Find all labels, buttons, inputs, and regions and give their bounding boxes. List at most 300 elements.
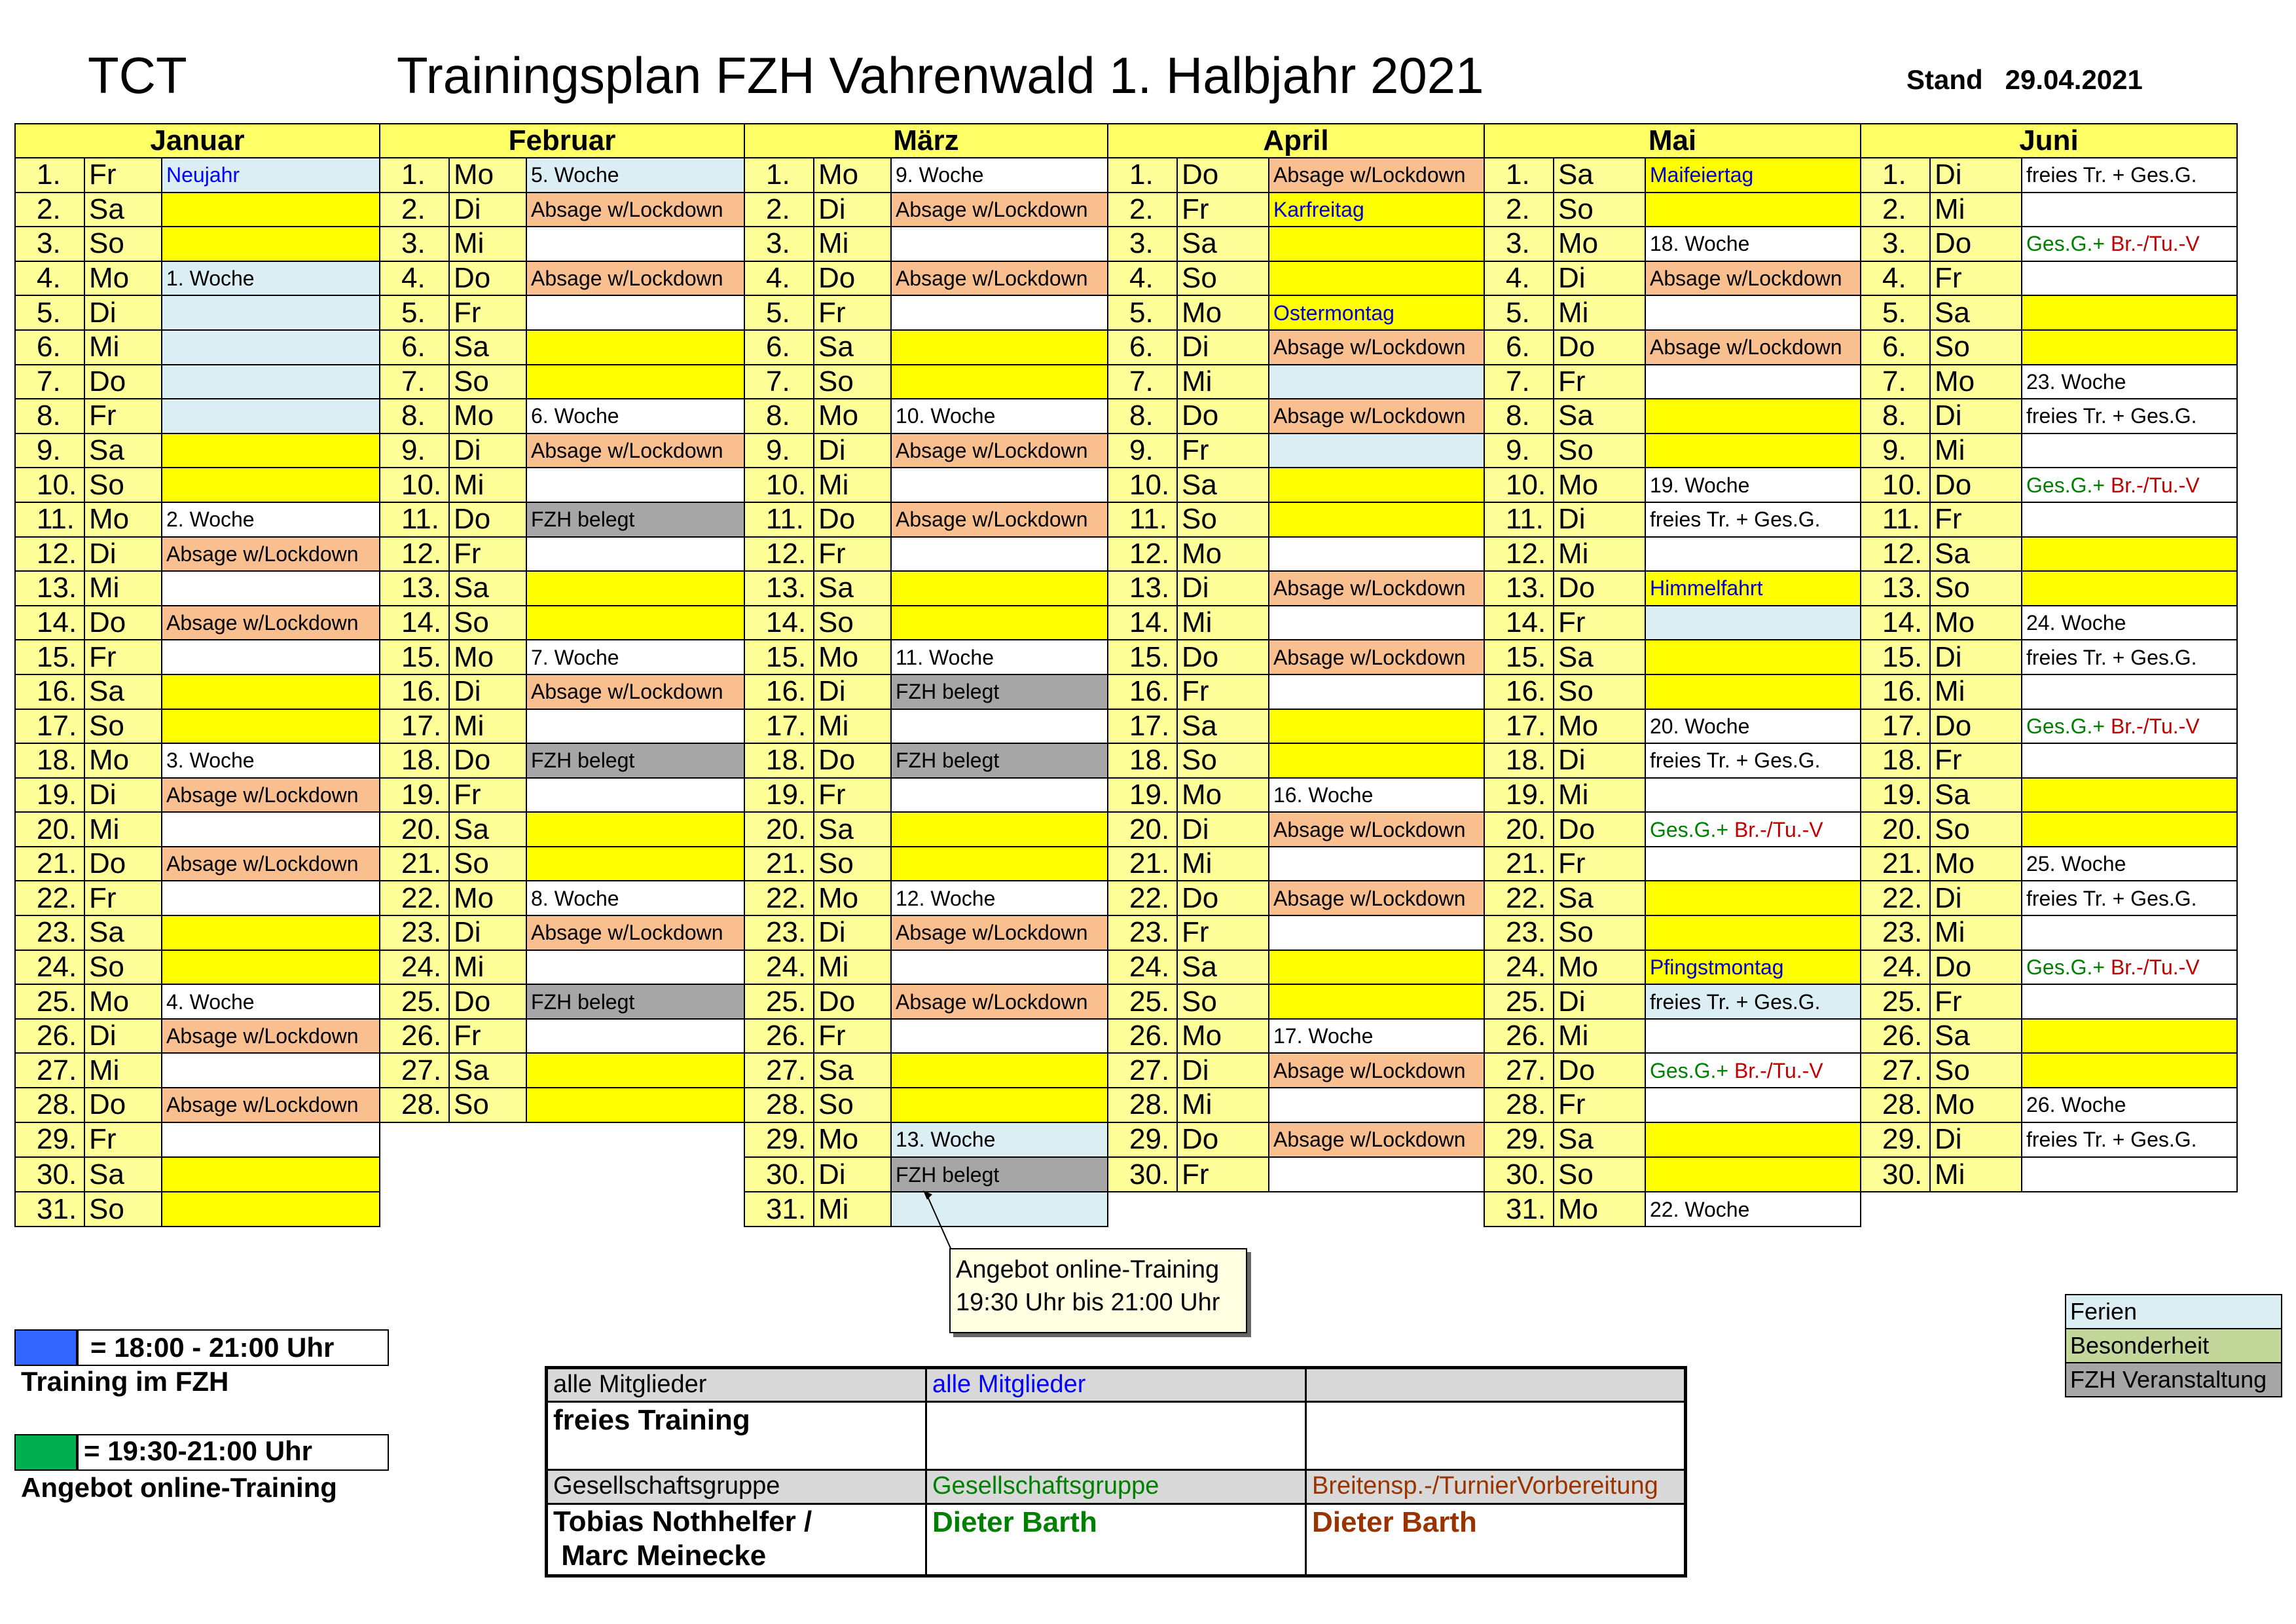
day-entry: 1. Woche [162, 261, 380, 296]
day-entry [1645, 1053, 1861, 1088]
day-entry: 2. Woche [162, 502, 380, 537]
weekday: Sa [449, 812, 526, 847]
day-number: 24. [1108, 950, 1177, 985]
day-number: 10. [380, 468, 449, 502]
weekday: Sa [814, 812, 891, 847]
day-entry [1645, 812, 1861, 847]
day-number: 5. [1108, 295, 1177, 330]
day-number: 8. [15, 399, 84, 434]
weekday: Sa [1177, 468, 1269, 502]
day-number: 14. [1861, 606, 1930, 640]
calendar-row [15, 640, 2237, 674]
day-number: 1. [1861, 158, 1930, 193]
day-number: 1. [380, 158, 449, 193]
day-entry: 20. Woche [1645, 709, 1861, 744]
day-entry [1645, 778, 1861, 813]
day-entry [162, 915, 380, 950]
weekday: So [1177, 502, 1269, 537]
weekday: Fr [814, 778, 891, 813]
calendar-row [15, 847, 2237, 881]
weekday: Do [449, 502, 526, 537]
day-entry: Absage w/Lockdown [162, 537, 380, 572]
day-entry [2022, 674, 2237, 709]
empty-cell [1269, 1192, 1484, 1227]
day-entry [162, 1122, 380, 1158]
group-title-4-line1: Tobias Nothhelfer / [553, 1505, 812, 1538]
day-entry: 19. Woche [1645, 468, 1861, 502]
day-entry [526, 468, 744, 502]
day-number: 30. [1861, 1157, 1930, 1192]
day-entry: Absage w/Lockdown [526, 261, 744, 296]
weekday: So [1930, 1053, 2022, 1088]
day-entry: freies Tr. + Ges.G. [2022, 881, 2237, 915]
day-entry [1269, 709, 1484, 744]
legend-blue-time: = 18:00 - 21:00 Uhr [90, 1332, 335, 1363]
day-number: 6. [744, 330, 814, 365]
day-number: 7. [15, 365, 84, 399]
weekday: Di [1930, 881, 2022, 915]
day-entry: Absage w/Lockdown [1269, 399, 1484, 434]
day-number: 26. [1861, 1019, 1930, 1054]
day-number: 4. [380, 261, 449, 296]
day-entry: Absage w/Lockdown [162, 847, 380, 881]
day-entry: 3. Woche [162, 743, 380, 778]
day-entry: Absage w/Lockdown [1269, 812, 1484, 847]
weekday: Mo [1554, 950, 1645, 985]
day-entry [1645, 1157, 1861, 1192]
day-entry [162, 881, 380, 915]
day-entry [1269, 674, 1484, 709]
day-entry [2022, 571, 2237, 606]
calendar-row [15, 330, 2237, 365]
group-title-2 [926, 1402, 1306, 1470]
day-number: 21. [15, 847, 84, 881]
day-number: 4. [744, 261, 814, 296]
legend-blue-label: Training im FZH [21, 1366, 229, 1397]
tooltip-pointer [923, 1190, 956, 1256]
day-entry [162, 1192, 380, 1227]
day-number: 11. [15, 502, 84, 537]
weekday: Mi [814, 1192, 891, 1227]
weekday: Fr [84, 399, 162, 434]
day-number: 18. [15, 743, 84, 778]
weekday: So [449, 606, 526, 640]
day-entry [891, 227, 1108, 261]
day-entry: 11. Woche [891, 640, 1108, 674]
day-entry [891, 950, 1108, 985]
empty-cell [1861, 1192, 1930, 1227]
day-number: 1. [1108, 158, 1177, 193]
day-number: 21. [1484, 847, 1554, 881]
day-number: 6. [1861, 330, 1930, 365]
stand-date: 29.04.2021 [2005, 64, 2143, 95]
calendar-row [15, 158, 2237, 193]
day-entry [1269, 1157, 1484, 1192]
day-number: 23. [15, 915, 84, 950]
day-number: 21. [744, 847, 814, 881]
ges-part: Ges.G.+ [2026, 232, 2111, 256]
day-entry [1269, 502, 1484, 537]
weekday: Mi [1177, 1088, 1269, 1122]
day-entry [1645, 537, 1861, 572]
weekday: Mi [814, 950, 891, 985]
day-number: 22. [15, 881, 84, 915]
day-number: 20. [744, 812, 814, 847]
day-number: 19. [744, 778, 814, 813]
day-number: 4. [1484, 261, 1554, 296]
day-entry [891, 571, 1108, 606]
day-entry [526, 950, 744, 985]
weekday: Fr [1930, 743, 2022, 778]
day-entry: Absage w/Lockdown [1269, 330, 1484, 365]
day-number: 15. [1861, 640, 1930, 674]
calendar-row [15, 1019, 2237, 1054]
day-entry [2022, 1157, 2237, 1192]
day-entry [1645, 295, 1861, 330]
weekday: Mi [1177, 847, 1269, 881]
day-number: 16. [1484, 674, 1554, 709]
weekday: Di [814, 674, 891, 709]
weekday: Di [1177, 571, 1269, 606]
weekday: Mi [449, 709, 526, 744]
day-entry: Absage w/Lockdown [1645, 330, 1861, 365]
day-number: 16. [1108, 674, 1177, 709]
weekday: Mi [84, 1053, 162, 1088]
br-part: Br.-/Tu.-V [1734, 817, 1823, 841]
weekday: Fr [1554, 365, 1645, 399]
calendar-row [15, 261, 2237, 296]
day-number: 7. [1484, 365, 1554, 399]
weekday: Di [1930, 640, 2022, 674]
day-number: 19. [380, 778, 449, 813]
day-entry [162, 227, 380, 261]
day-entry [891, 812, 1108, 847]
day-number: 5. [1861, 295, 1930, 330]
weekday: Fr [449, 1019, 526, 1054]
day-entry: 12. Woche [891, 881, 1108, 915]
weekday: Mi [1554, 295, 1645, 330]
day-number: 9. [380, 434, 449, 468]
day-entry: freies Tr. + Ges.G. [1645, 502, 1861, 537]
day-number: 21. [1108, 847, 1177, 881]
day-entry: 7. Woche [526, 640, 744, 674]
day-entry: FZH belegt [891, 743, 1108, 778]
day-entry [1269, 261, 1484, 296]
day-number: 20. [15, 812, 84, 847]
stand-label [1906, 64, 2143, 96]
weekday: Fr [1930, 502, 2022, 537]
weekday: Fr [449, 778, 526, 813]
day-entry [1269, 915, 1484, 950]
day-number: 2. [380, 193, 449, 227]
empty-cell [449, 1157, 526, 1192]
group-header-3 [1306, 1368, 1686, 1402]
day-number: 5. [1484, 295, 1554, 330]
day-number: 24. [380, 950, 449, 985]
day-entry: 4. Woche [162, 984, 380, 1019]
br-part: Br.-/Tu.-V [2110, 473, 2200, 497]
day-entry [1645, 365, 1861, 399]
day-entry [1645, 915, 1861, 950]
day-number: 15. [1484, 640, 1554, 674]
day-entry [1269, 606, 1484, 640]
weekday: Fr [1177, 434, 1269, 468]
day-entry: Absage w/Lockdown [1269, 881, 1484, 915]
weekday: Fr [1930, 984, 2022, 1019]
weekday: Sa [814, 330, 891, 365]
day-number: 26. [380, 1019, 449, 1054]
weekday: Mo [814, 399, 891, 434]
day-number: 10. [1484, 468, 1554, 502]
day-entry [1645, 674, 1861, 709]
day-number: 30. [1484, 1157, 1554, 1192]
day-number: 7. [1108, 365, 1177, 399]
day-number: 26. [1484, 1019, 1554, 1054]
day-entry: Absage w/Lockdown [526, 915, 744, 950]
day-entry [162, 640, 380, 674]
day-entry [162, 399, 380, 434]
weekday: Mi [449, 468, 526, 502]
weekday: Mo [449, 640, 526, 674]
day-entry [1645, 1019, 1861, 1054]
day-entry [526, 571, 744, 606]
day-number: 24. [1861, 950, 1930, 985]
month-header: Januar [15, 124, 380, 158]
day-entry [891, 1019, 1108, 1054]
day-number: 10. [1108, 468, 1177, 502]
day-number: 12. [1484, 537, 1554, 572]
day-entry [526, 709, 744, 744]
day-entry [526, 537, 744, 572]
month-header: April [1108, 124, 1484, 158]
day-entry: 6. Woche [526, 399, 744, 434]
day-entry [891, 365, 1108, 399]
weekday: So [1554, 193, 1645, 227]
day-entry [2022, 193, 2237, 227]
weekday: So [814, 365, 891, 399]
day-entry: freies Tr. + Ges.G. [2022, 640, 2237, 674]
calendar-row [15, 193, 2237, 227]
weekday: Sa [449, 571, 526, 606]
day-number: 31. [744, 1192, 814, 1227]
group-title-3 [1306, 1402, 1686, 1470]
weekday: Mi [1554, 1019, 1645, 1054]
calendar-row [15, 295, 2237, 330]
weekday: Di [84, 1019, 162, 1054]
weekday: So [84, 950, 162, 985]
weekday: Mo [814, 640, 891, 674]
weekday: Di [814, 1157, 891, 1192]
day-entry [162, 468, 380, 502]
day-entry: FZH belegt [526, 502, 744, 537]
stand-label-text: Stand [1906, 64, 1983, 95]
calendar-row [15, 1122, 2237, 1158]
weekday: Fr [1554, 606, 1645, 640]
day-number: 15. [380, 640, 449, 674]
day-entry [2022, 295, 2237, 330]
calendar-row [15, 950, 2237, 985]
day-number: 2. [15, 193, 84, 227]
day-entry [526, 1019, 744, 1054]
day-number: 26. [744, 1019, 814, 1054]
day-number: 28. [1108, 1088, 1177, 1122]
legend-category: FZH Veranstaltung [2066, 1363, 2282, 1397]
day-entry: 22. Woche [1645, 1192, 1861, 1227]
day-entry: Karfreitag [1269, 193, 1484, 227]
weekday: Mo [1177, 537, 1269, 572]
weekday: Sa [1930, 537, 2022, 572]
weekday: Sa [814, 1053, 891, 1088]
day-entry: 10. Woche [891, 399, 1108, 434]
day-number: 31. [15, 1192, 84, 1227]
calendar-row [15, 812, 2237, 847]
weekday: Di [814, 193, 891, 227]
day-entry [2022, 709, 2237, 744]
day-entry [526, 365, 744, 399]
weekday: Do [814, 743, 891, 778]
weekday: Do [1554, 330, 1645, 365]
day-entry [2022, 261, 2237, 296]
day-number: 11. [1484, 502, 1554, 537]
day-number: 22. [1861, 881, 1930, 915]
day-entry: Absage w/Lockdown [162, 606, 380, 640]
calendar-row [15, 468, 2237, 502]
weekday: So [814, 1088, 891, 1122]
weekday: Mi [814, 227, 891, 261]
day-entry: 25. Woche [2022, 847, 2237, 881]
weekday: Do [449, 984, 526, 1019]
weekday: Mi [84, 812, 162, 847]
day-number: 23. [380, 915, 449, 950]
weekday: Do [1554, 1053, 1645, 1088]
day-number: 29. [15, 1122, 84, 1158]
weekday: Do [1177, 640, 1269, 674]
day-number: 18. [380, 743, 449, 778]
page-title: Trainingsplan FZH Vahrenwald 1. Halbjahr 2021 [397, 46, 1484, 104]
weekday: Mo [1930, 847, 2022, 881]
calendar-row [15, 606, 2237, 640]
weekday: Mi [84, 330, 162, 365]
weekday: Di [449, 674, 526, 709]
day-number: 9. [744, 434, 814, 468]
day-number: 3. [1108, 227, 1177, 261]
weekday: Di [1177, 1053, 1269, 1088]
day-entry: Absage w/Lockdown [1269, 158, 1484, 193]
day-entry [2022, 1019, 2237, 1054]
ges-part: Ges.G.+ [1650, 1058, 1734, 1082]
day-entry [1269, 365, 1484, 399]
calendar-row [15, 571, 2237, 606]
day-number: 17. [1861, 709, 1930, 744]
day-entry [526, 295, 744, 330]
day-number: 25. [380, 984, 449, 1019]
legend-green-swatch [14, 1434, 77, 1471]
weekday: Sa [84, 1157, 162, 1192]
weekday: So [1177, 743, 1269, 778]
calendar-row [15, 915, 2237, 950]
day-number: 4. [15, 261, 84, 296]
day-number: 15. [15, 640, 84, 674]
weekday: Sa [1554, 158, 1645, 193]
day-number: 17. [1108, 709, 1177, 744]
day-number: 28. [1861, 1088, 1930, 1122]
day-number: 17. [15, 709, 84, 744]
day-entry [2022, 743, 2237, 778]
weekday: Mo [1930, 1088, 2022, 1122]
br-part: Br.-/Tu.-V [2110, 955, 2200, 979]
weekday: Di [1930, 399, 2022, 434]
day-entry [891, 1053, 1108, 1088]
day-entry [1645, 881, 1861, 915]
weekday: Fr [449, 537, 526, 572]
day-entry [1269, 984, 1484, 1019]
day-entry: 5. Woche [526, 158, 744, 193]
weekday: Fr [814, 295, 891, 330]
day-entry [891, 1088, 1108, 1122]
day-entry [162, 674, 380, 709]
weekday: Do [1930, 468, 2022, 502]
day-entry [1269, 743, 1484, 778]
weekday: So [1930, 571, 2022, 606]
day-entry: freies Tr. + Ges.G. [1645, 984, 1861, 1019]
day-number: 8. [744, 399, 814, 434]
br-part: Br.-/Tu.-V [2110, 232, 2200, 256]
weekday: Do [814, 502, 891, 537]
empty-cell [1108, 1192, 1177, 1227]
weekday: Sa [1177, 227, 1269, 261]
day-number: 17. [744, 709, 814, 744]
day-number: 16. [744, 674, 814, 709]
day-entry [891, 330, 1108, 365]
weekday: Do [84, 606, 162, 640]
weekday: Sa [449, 1053, 526, 1088]
day-number: 29. [744, 1122, 814, 1158]
day-number: 13. [744, 571, 814, 606]
day-entry [1645, 606, 1861, 640]
weekday: Di [1930, 1122, 2022, 1158]
weekday: Mi [814, 468, 891, 502]
weekday: So [1554, 1157, 1645, 1192]
day-number: 14. [1484, 606, 1554, 640]
day-number: 22. [380, 881, 449, 915]
weekday: Mo [1554, 1192, 1645, 1227]
ges-part: Ges.G.+ [2026, 955, 2111, 979]
weekday: Fr [1177, 674, 1269, 709]
day-number: 16. [15, 674, 84, 709]
day-entry: Absage w/Lockdown [162, 778, 380, 813]
tooltip-line-2: 19:30 Uhr bis 21:00 Uhr [956, 1289, 1220, 1316]
day-number: 3. [1861, 227, 1930, 261]
weekday: Di [814, 915, 891, 950]
day-entry: 24. Woche [2022, 606, 2237, 640]
day-number: 1. [1484, 158, 1554, 193]
day-entry [1645, 1088, 1861, 1122]
weekday: Do [1930, 227, 2022, 261]
group-title-1: freies Training [547, 1402, 926, 1470]
tooltip-online-training [949, 1248, 1247, 1333]
day-entry: Absage w/Lockdown [1269, 1122, 1484, 1158]
day-number: 30. [1108, 1157, 1177, 1192]
weekday: Fr [84, 640, 162, 674]
day-number: 4. [1108, 261, 1177, 296]
weekday: Di [449, 434, 526, 468]
day-number: 14. [15, 606, 84, 640]
legend-green-label: Angebot online-Training [21, 1472, 337, 1503]
weekday: Mo [1930, 365, 2022, 399]
weekday: Mo [449, 158, 526, 193]
day-entry: Absage w/Lockdown [526, 434, 744, 468]
weekday: Sa [1930, 778, 2022, 813]
